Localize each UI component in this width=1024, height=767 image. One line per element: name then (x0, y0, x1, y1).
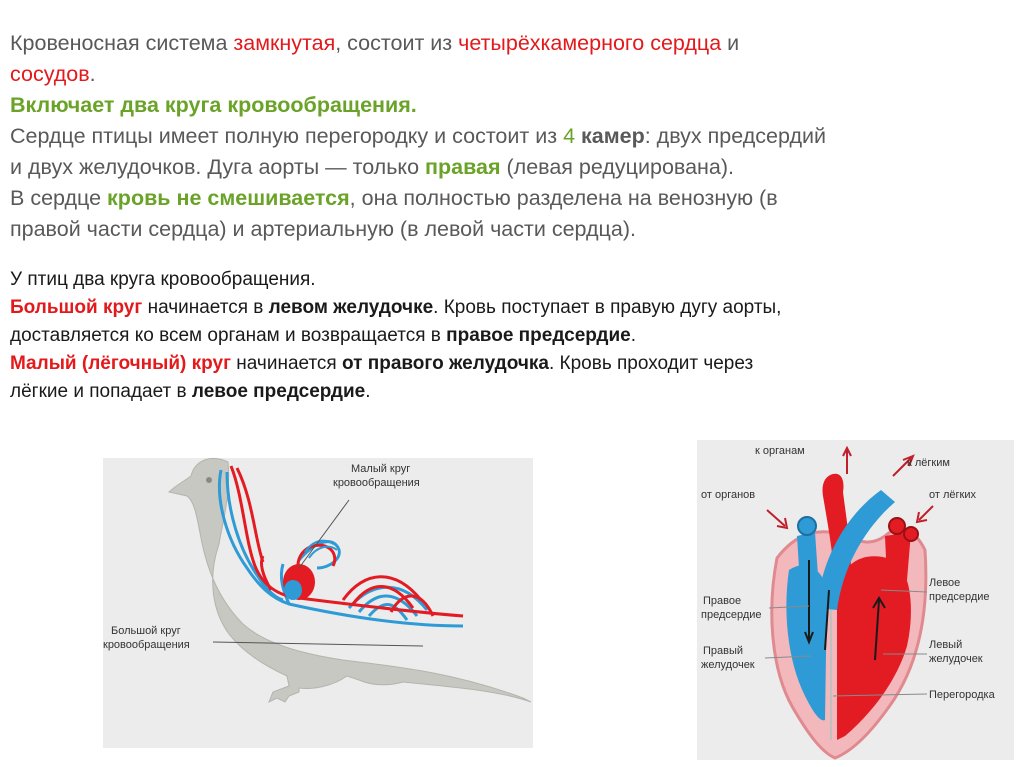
bird-heart-diagram (697, 440, 1014, 767)
right-ventricle-term: от правого желудочка (342, 353, 549, 374)
heart-venous-part (284, 580, 302, 600)
big-circle-label-line2: кровообращения (103, 639, 190, 651)
intro-text-span: В сердце (10, 186, 108, 210)
small-circle-label-line2: кровообращения (333, 477, 420, 489)
no-mixing-term: кровь не смешивается (107, 186, 350, 210)
left-atrium-term: левое предсердие (191, 381, 366, 402)
circles-line-4 (10, 350, 1010, 378)
intro-line-4 (10, 121, 1010, 152)
two-circles-heading: Включает два круга кровообращения. (10, 93, 417, 117)
big-circle-label-line1: Большой круг (111, 625, 181, 637)
label-from-organs: от органов (701, 489, 756, 501)
circles-text-span: . (630, 325, 636, 346)
circles-text-span: начинается (231, 353, 343, 374)
label-to-lungs: к лёгким (907, 457, 950, 469)
intro-text-span: (левая редуцирована). (500, 155, 734, 179)
intro-text-span: и (721, 31, 740, 55)
label-to-organs: к органам (755, 445, 805, 457)
label-right-atrium-line1: Правое (703, 595, 742, 607)
left-ventricle-term: левом желудочке (268, 297, 434, 318)
intro-line-2 (10, 59, 1010, 90)
intro-text-span: , состоит из (335, 31, 459, 55)
circles-text-span: начинается в (142, 297, 269, 318)
intro-text (10, 28, 1010, 245)
right-atrium-term: правое предсердие (446, 325, 631, 346)
four-chamber-heart-term: четырёхкамерного сердца (458, 31, 722, 55)
chambers-term: камер (581, 124, 645, 148)
label-right-atrium-line2: предсердие (701, 609, 762, 621)
label-left-ventricle-line2: желудочек (929, 653, 983, 665)
bird-eye (206, 477, 212, 483)
intro-text-span: : двух предсердий (644, 124, 827, 148)
chamber-count: 4 (563, 124, 576, 148)
circles-text-span: . Кровь поступает в правую дугу аорты, (433, 297, 782, 318)
intro-line-6 (10, 183, 1010, 214)
intro-text-span: Кровеносная система (10, 31, 234, 55)
label-left-atrium-line2: предсердие (929, 591, 990, 603)
bird-circulation-diagram (103, 440, 543, 760)
closed-system-term: замкнутая (233, 31, 336, 55)
intro-line-5 (10, 152, 1010, 183)
small-circle-term: Малый (лёгочный) круг (10, 353, 232, 374)
label-from-lungs: от лёгких (929, 489, 976, 501)
vena-cava-opening (798, 517, 816, 535)
circles-text-span: . Кровь проходит через (548, 353, 754, 374)
intro-text-span: , она полностью разделена на венозную (в (349, 186, 778, 210)
small-circle-pointer (299, 500, 349, 568)
intro-line-1 (10, 28, 1010, 59)
circles-line-5 (10, 378, 1010, 406)
circulation-circles-text (10, 266, 1010, 406)
circles-text-span: . (365, 381, 371, 402)
circles-text-span: доставляется ко всем органам и возвращается в (10, 325, 447, 346)
circles-line-3 (10, 322, 1010, 350)
label-right-ventricle-line2: желудочек (701, 659, 755, 671)
big-circle-term: Большой круг (10, 297, 143, 318)
label-right-ventricle-line1: Правый (703, 645, 744, 657)
circles-text-span: лёгкие и попадает в (10, 381, 192, 402)
intro-text-span: Сердце птицы имеет полную перегородку и состоит из (10, 124, 564, 148)
circles-line-2 (10, 294, 1010, 322)
right-arch-term: правая (425, 155, 501, 179)
label-left-atrium-line1: Левое (929, 577, 961, 589)
circles-line-1: У птиц два круга кровообращения. (10, 269, 316, 290)
label-septum: Перегородка (929, 689, 995, 701)
label-left-ventricle-line1: Левый (929, 639, 963, 651)
bird-silhouette (169, 458, 531, 702)
intro-line-7: правой части сердца) и артериальную (в левой части сердца). (10, 217, 636, 241)
pulmonary-vein-opening-1 (889, 518, 905, 534)
intro-text-span: и двух желудочков. Дуга аорты — только (10, 155, 426, 179)
intro-text-span: . (89, 62, 96, 86)
pulmonary-vein-opening-2 (904, 527, 918, 541)
small-circle-label-line1: Малый круг (351, 463, 411, 475)
vessels-term: сосудов (10, 62, 90, 86)
